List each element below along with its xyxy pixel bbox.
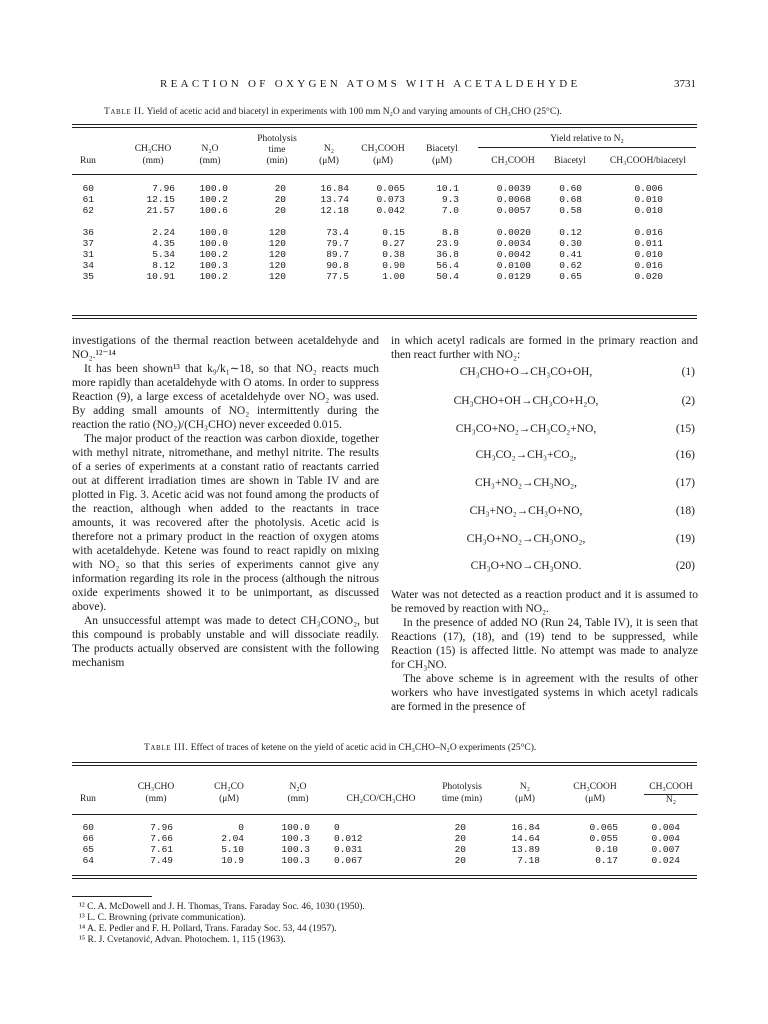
t3-h-ch3cooh-unit: (μM) [585, 794, 605, 804]
footnote: ¹⁵ R. J. Cvetanović, Advan. Photochem. 1, 115 (1963). [79, 935, 286, 945]
equation-row [395, 505, 695, 519]
table-row [72, 249, 697, 260]
t2-cell-biacetyl: 8.8 [441, 227, 459, 238]
right-column-after [391, 588, 698, 714]
t3-h-ch3cooh: CH₃COOH [573, 782, 617, 792]
table3-top-rule [72, 762, 697, 763]
t2-cell-rel-ratio: 0.020 [634, 271, 663, 282]
t3-cell-time: 20 [454, 844, 466, 855]
t2-cell-rel-ratio: 0.011 [634, 238, 663, 249]
t3-cell-ch3cooh: 0.065 [589, 822, 618, 833]
table-row [72, 260, 697, 271]
t2-cell-run: 37 [82, 238, 94, 249]
t2-h-photolysis: Photolysis [257, 134, 297, 144]
running-title: REACTION OF OXYGEN ATOMS WITH ACETALDEHYDE [160, 78, 581, 90]
t2-cell-rel-ratio: 0.010 [634, 205, 663, 216]
table3-header [72, 782, 697, 812]
t2-cell-ch3cooh: 0.15 [382, 227, 405, 238]
footnote: ¹² C. A. McDowell and J. H. Thomas, Trans. Faraday Soc. 46, 1030 (1950). [79, 902, 365, 912]
t2-cell-n2: 77.5 [326, 271, 349, 282]
equation-row [395, 477, 695, 491]
t2-cell-rel-biacetyl: 0.60 [559, 183, 582, 194]
table2-header-rule [72, 174, 697, 175]
t2-cell-ch3cooh: 0.90 [382, 260, 405, 271]
t3-h-n2-unit: (μM) [515, 794, 535, 804]
equation-number: (1) [681, 366, 695, 378]
equation-row [395, 366, 695, 380]
t3-h-frac-num: CH₃COOH [649, 782, 693, 792]
t2-cell-rel-biacetyl: 0.68 [559, 194, 582, 205]
table-row [72, 822, 697, 833]
t2-cell-n2o: 100.6 [199, 205, 228, 216]
t2-cell-ch3cho: 21.57 [146, 205, 175, 216]
t3-cell-frac: 0.004 [651, 822, 680, 833]
t2-cell-n2: 13.74 [320, 194, 349, 205]
right-paragraph: The above scheme is in agreement with the results of other workers who have investigated systems in which acetyl radicals are formed in the presence of [391, 673, 698, 713]
t3-cell-ch2co: 5.10 [221, 844, 244, 855]
page-number: 3731 [674, 78, 696, 90]
t3-cell-ch3cho: 7.61 [150, 844, 173, 855]
t2-cell-n2: 79.7 [326, 238, 349, 249]
t3-cell-time: 20 [454, 833, 466, 844]
t2-cell-rel-ch3cooh: 0.0039 [496, 183, 531, 194]
t3-h-frac-den: N₂ [665, 795, 677, 805]
t3-h-n2: N₂ [519, 782, 531, 792]
table-row [72, 833, 697, 844]
t2-cell-biacetyl: 23.9 [436, 238, 459, 249]
t2-cell-biacetyl: 36.8 [436, 249, 459, 260]
t3-cell-n2: 13.89 [511, 844, 540, 855]
t2-cell-n2: 73.4 [326, 227, 349, 238]
t2-cell-run: 35 [82, 271, 94, 282]
t3-cell-ch3cooh: 0.10 [595, 844, 618, 855]
t3-h-ch2co: CH₂CO [214, 782, 244, 792]
t2-cell-ch3cooh: 0.27 [382, 238, 405, 249]
table-row [72, 205, 697, 216]
t2-cell-run: 61 [82, 194, 94, 205]
t3-cell-ch3cho: 7.96 [150, 822, 173, 833]
table-row [72, 855, 697, 866]
t2-cell-rel-ratio: 0.006 [634, 183, 663, 194]
table-row [72, 271, 697, 282]
t2-cell-ch3cho: 7.96 [152, 183, 175, 194]
table3-caption-text: Effect of traces of ketene on the yield of acetic acid in CH₃CHO–N₂O experiments (25°C). [190, 743, 537, 753]
t2-cell-rel-ratio: 0.010 [634, 194, 663, 205]
t2-cell-run: 36 [82, 227, 94, 238]
t2-cell-rel-ch3cooh: 0.0100 [496, 260, 531, 271]
t2-h-n2o-unit: (mm) [199, 156, 221, 166]
t2-cell-n2o: 100.2 [199, 271, 228, 282]
t2-cell-run: 62 [82, 205, 94, 216]
equation-number: (18) [675, 505, 695, 517]
t2-cell-ch3cooh: 0.042 [376, 205, 405, 216]
left-paragraph: The major product of the reaction was carbon dioxide, together with methyl nitrate, nitromethane, and methyl nitrite. The results of a series of experiments at a constant ratio of reactants carried out at different irradiation times are shown in Table IV and are plotted in Fig. 3. Acetic acid was not found among the products of the reaction, although when added to the reactants in trace amounts, it was recovered after the photolysis. Acetic acid is therefore not a primary product in the reaction of oxygen atoms with acetaldehyde. Ketene was found to react rapidly on mixing with NO₂ so that this series of experiments cannot give any information regarding its role in the process (although the nitrous oxide experiments showed it to be unimportant, as discussed above). [72, 433, 379, 613]
t2-cell-rel-biacetyl: 0.65 [559, 271, 582, 282]
t2-cell-ch3cho: 4.35 [152, 238, 175, 249]
footnote: ¹³ L. C. Browning (private communication). [79, 913, 246, 923]
t2-cell-time: 20 [274, 194, 286, 205]
t3-cell-ch2co: 10.9 [221, 855, 244, 866]
t2-cell-time: 120 [268, 271, 286, 282]
t3-h-n2o: N₂O [289, 782, 307, 792]
t2-h-rel-ch3cooh: CH₃COOH [491, 156, 535, 166]
t3-cell-n2o: 100.3 [281, 844, 310, 855]
equation-number: (19) [675, 533, 695, 545]
t2-cell-rel-ratio: 0.016 [634, 260, 663, 271]
t2-cell-rel-ch3cooh: 0.0020 [496, 227, 531, 238]
t2-cell-time: 120 [268, 238, 286, 249]
t2-h-ch3cho: CH₃CHO [134, 144, 172, 154]
equation-number: (20) [675, 560, 695, 572]
equation: CH₃+NO₂→CH₃O+NO, [469, 505, 583, 517]
table-row [72, 844, 697, 855]
t2-cell-n2o: 100.0 [199, 227, 228, 238]
equation: CH₃O+NO₂→CH₃ONO₂, [466, 533, 586, 545]
t2-cell-n2o: 100.0 [199, 238, 228, 249]
equation-number: (2) [681, 395, 695, 407]
table2-bottom-rule [72, 315, 697, 316]
t3-cell-n2o: 100.3 [281, 855, 310, 866]
table3-header-rule [72, 814, 697, 815]
t3-cell-ratio: 0 [334, 822, 340, 833]
t3-h-ch3cho: CH₃CHO [137, 782, 175, 792]
t2-cell-rel-biacetyl: 0.12 [559, 227, 582, 238]
t2-cell-rel-ch3cooh: 0.0034 [496, 238, 531, 249]
t2-cell-rel-biacetyl: 0.62 [559, 260, 582, 271]
t3-cell-time: 20 [454, 855, 466, 866]
equation: CH₃+NO₂→CH₃NO₂, [474, 477, 578, 489]
t2-h-ch3cooh-unit: (μM) [373, 156, 393, 166]
equation-row [395, 395, 695, 409]
right-paragraph: In the presence of added NO (Run 24, Table IV), it is seen that Reactions (17), (18), and (19) tend to be suppressed, while Reaction (15) is affected little. No attempt was made to analyze for CH₃NO. [391, 617, 698, 671]
t2-cell-run: 60 [82, 183, 94, 194]
equation: CH₃O+NO→CH₃ONO. [470, 560, 582, 572]
right-column-intro: in which acetyl radicals are formed in the primary reaction and then react further with NO₂: [391, 335, 698, 361]
t2-cell-ch3cho: 8.12 [152, 260, 175, 271]
t3-h-ratio: CH₂CO/CH₃CHO [346, 794, 416, 804]
t2-cell-rel-ch3cooh: 0.0068 [496, 194, 531, 205]
t3-cell-run: 60 [82, 822, 94, 833]
table2-caption-text: Yield of acetic acid and biacetyl in experiments with 100 mm N₂O and varying amounts of CH₃CHO (25°C). [146, 107, 562, 117]
table2-caption [104, 107, 562, 117]
t2-cell-biacetyl: 7.0 [441, 205, 459, 216]
equation-row [395, 423, 695, 437]
t3-cell-ratio: 0.012 [334, 833, 363, 844]
equation: CH₃CO₂→CH₃+CO₂, [475, 449, 577, 461]
t2-h-photolysis-2: time [268, 145, 286, 155]
t2-cell-n2: 12.18 [320, 205, 349, 216]
t3-cell-ch3cooh: 0.17 [595, 855, 618, 866]
t2-cell-rel-biacetyl: 0.41 [559, 249, 582, 260]
t2-h-rel-biacetyl: Biacetyl [554, 156, 586, 166]
t2-cell-ch3cho: 5.34 [152, 249, 175, 260]
table2-top-rule [72, 124, 697, 125]
t2-cell-time: 120 [268, 260, 286, 271]
t2-cell-rel-ratio: 0.016 [634, 227, 663, 238]
equation-number: (17) [675, 477, 695, 489]
t2-cell-biacetyl: 10.1 [436, 183, 459, 194]
t2-cell-ch3cooh: 0.065 [376, 183, 405, 194]
t2-cell-ch3cho: 12.15 [146, 194, 175, 205]
t2-h-n2o: N₂O [201, 144, 219, 154]
t2-h-biacetyl-unit: (μM) [432, 156, 452, 166]
t2-h-rel-ratio: CH₃COOH/biacetyl [609, 156, 687, 166]
t2-cell-rel-ch3cooh: 0.0057 [496, 205, 531, 216]
t2-h-photolysis-unit: (min) [266, 156, 288, 166]
t2-cell-biacetyl: 50.4 [436, 271, 459, 282]
t2-cell-biacetyl: 56.4 [436, 260, 459, 271]
t2-cell-run: 31 [82, 249, 94, 260]
table-row [72, 194, 697, 205]
t2-cell-time: 120 [268, 249, 286, 260]
t2-cell-ch3cooh: 1.00 [382, 271, 405, 282]
table-row [72, 183, 697, 194]
t3-h-ch2co-unit: (μM) [219, 794, 239, 804]
t3-cell-n2: 16.84 [511, 822, 540, 833]
table2-header [72, 134, 697, 174]
t2-cell-time: 20 [274, 205, 286, 216]
t3-cell-frac: 0.024 [651, 855, 680, 866]
t2-cell-time: 20 [274, 183, 286, 194]
t2-cell-n2: 89.7 [326, 249, 349, 260]
table3-caption [144, 743, 536, 753]
t3-cell-run: 64 [82, 855, 94, 866]
equation-row [395, 449, 695, 463]
t2-group-rule [478, 147, 696, 148]
t3-h-n2o-unit: (mm) [287, 794, 309, 804]
t2-h-ch3cho-unit: (mm) [142, 156, 164, 166]
footnote: ¹⁴ A. E. Pedler and F. H. Pollard, Trans. Faraday Soc. 53, 44 (1957). [79, 924, 337, 934]
left-paragraph: An unsuccessful attempt was made to detect CH₃CONO₂, but this compound is probably unstable and will dissociate readily. The products actually observed are consistent with the following mechanism [72, 615, 379, 669]
table3-top-rule-2 [72, 765, 697, 766]
t3-cell-ch2co: 2.04 [221, 833, 244, 844]
table3-bottom-rule-2 [72, 878, 697, 879]
t2-cell-n2: 90.8 [326, 260, 349, 271]
t3-cell-frac: 0.007 [651, 844, 680, 855]
t3-cell-ch3cooh: 0.055 [589, 833, 618, 844]
equation-number: (15) [675, 423, 695, 435]
t3-h-ch3cho-unit: (mm) [145, 794, 167, 804]
t2-cell-n2: 16.84 [320, 183, 349, 194]
t3-cell-time: 20 [454, 822, 466, 833]
table2-bottom-rule-2 [72, 318, 697, 319]
t2-cell-n2o: 100.2 [199, 194, 228, 205]
t3-h-photolysis: Photolysis [442, 782, 482, 792]
t3-cell-run: 65 [82, 844, 94, 855]
t3-cell-ratio: 0.067 [334, 855, 363, 866]
table3-bottom-rule [72, 875, 697, 876]
t2-cell-n2o: 100.0 [199, 183, 228, 194]
t2-h-n2: N₂ [323, 144, 335, 154]
t2-cell-rel-ch3cooh: 0.0129 [496, 271, 531, 282]
table-row [72, 238, 697, 249]
t2-cell-rel-biacetyl: 0.58 [559, 205, 582, 216]
equation: CH₃CHO+O→CH₃CO+OH, [459, 366, 593, 378]
t2-cell-rel-ratio: 0.010 [634, 249, 663, 260]
left-paragraph: investigations of the thermal reaction between acetaldehyde and NO₂.¹²⁻¹⁴ [72, 335, 379, 361]
table-row [72, 227, 697, 238]
t3-cell-n2o: 100.3 [281, 833, 310, 844]
t2-cell-ch3cooh: 0.073 [376, 194, 405, 205]
t3-cell-ch3cho: 7.66 [150, 833, 173, 844]
t2-cell-n2o: 100.3 [199, 260, 228, 271]
t3-cell-n2o: 100.0 [281, 822, 310, 833]
t2-cell-n2o: 100.2 [199, 249, 228, 260]
t3-cell-ch3cho: 7.49 [150, 855, 173, 866]
t2-cell-run: 34 [82, 260, 94, 271]
right-paragraph: Water was not detected as a reaction product and it is assumed to be removed by reaction with NO₂. [391, 589, 698, 615]
t3-h-run: Run [80, 794, 96, 804]
equation-row [395, 560, 695, 574]
t2-h-group: Yield relative to N₂ [550, 134, 624, 144]
t2-cell-ch3cho: 2.24 [152, 227, 175, 238]
table2-label: Table II. [104, 107, 145, 117]
table2-top-rule-2 [72, 127, 697, 128]
t2-cell-time: 120 [268, 227, 286, 238]
t2-h-ch3cooh: CH₃COOH [361, 144, 405, 154]
t3-cell-run: 66 [82, 833, 94, 844]
t2-cell-ch3cooh: 0.38 [382, 249, 405, 260]
t2-h-run: Run [80, 156, 96, 166]
t3-cell-n2: 14.64 [511, 833, 540, 844]
left-column [72, 334, 379, 670]
equation-row [395, 533, 695, 547]
t3-cell-n2: 7.18 [517, 855, 540, 866]
footnote-rule [72, 896, 152, 897]
t3-cell-ch2co: 0 [238, 822, 244, 833]
t2-h-biacetyl: Biacetyl [426, 144, 458, 154]
t2-cell-rel-biacetyl: 0.30 [559, 238, 582, 249]
t2-cell-biacetyl: 9.3 [441, 194, 459, 205]
t3-h-photolysis-unit: time (min) [441, 794, 483, 804]
t3-cell-ratio: 0.031 [334, 844, 363, 855]
equation: CH₃CO+NO₂→CH₃CO₂+NO, [455, 423, 597, 435]
left-paragraph: It has been shown¹³ that k₉/k₁∼18, so that NO₂ reacts much more rapidly than acetaldehyde with O atoms. In order to suppress Reaction (9), a large excess of acetaldehyde over NO₂ was used. By adding small amounts of NO₂ intermittently during the reaction the ratio (NO₂)/(CH₃CHO) never exceeded 0.015. [72, 363, 379, 431]
t3-cell-frac: 0.004 [651, 833, 680, 844]
equation: CH₃CHO+OH→CH₃CO+H₂O, [453, 395, 599, 407]
t2-cell-rel-ch3cooh: 0.0042 [496, 249, 531, 260]
equation-number: (16) [675, 449, 695, 461]
t2-cell-ch3cho: 10.91 [146, 271, 175, 282]
table3-label: Table III. [144, 743, 189, 753]
t2-h-n2-unit: (μM) [319, 156, 339, 166]
